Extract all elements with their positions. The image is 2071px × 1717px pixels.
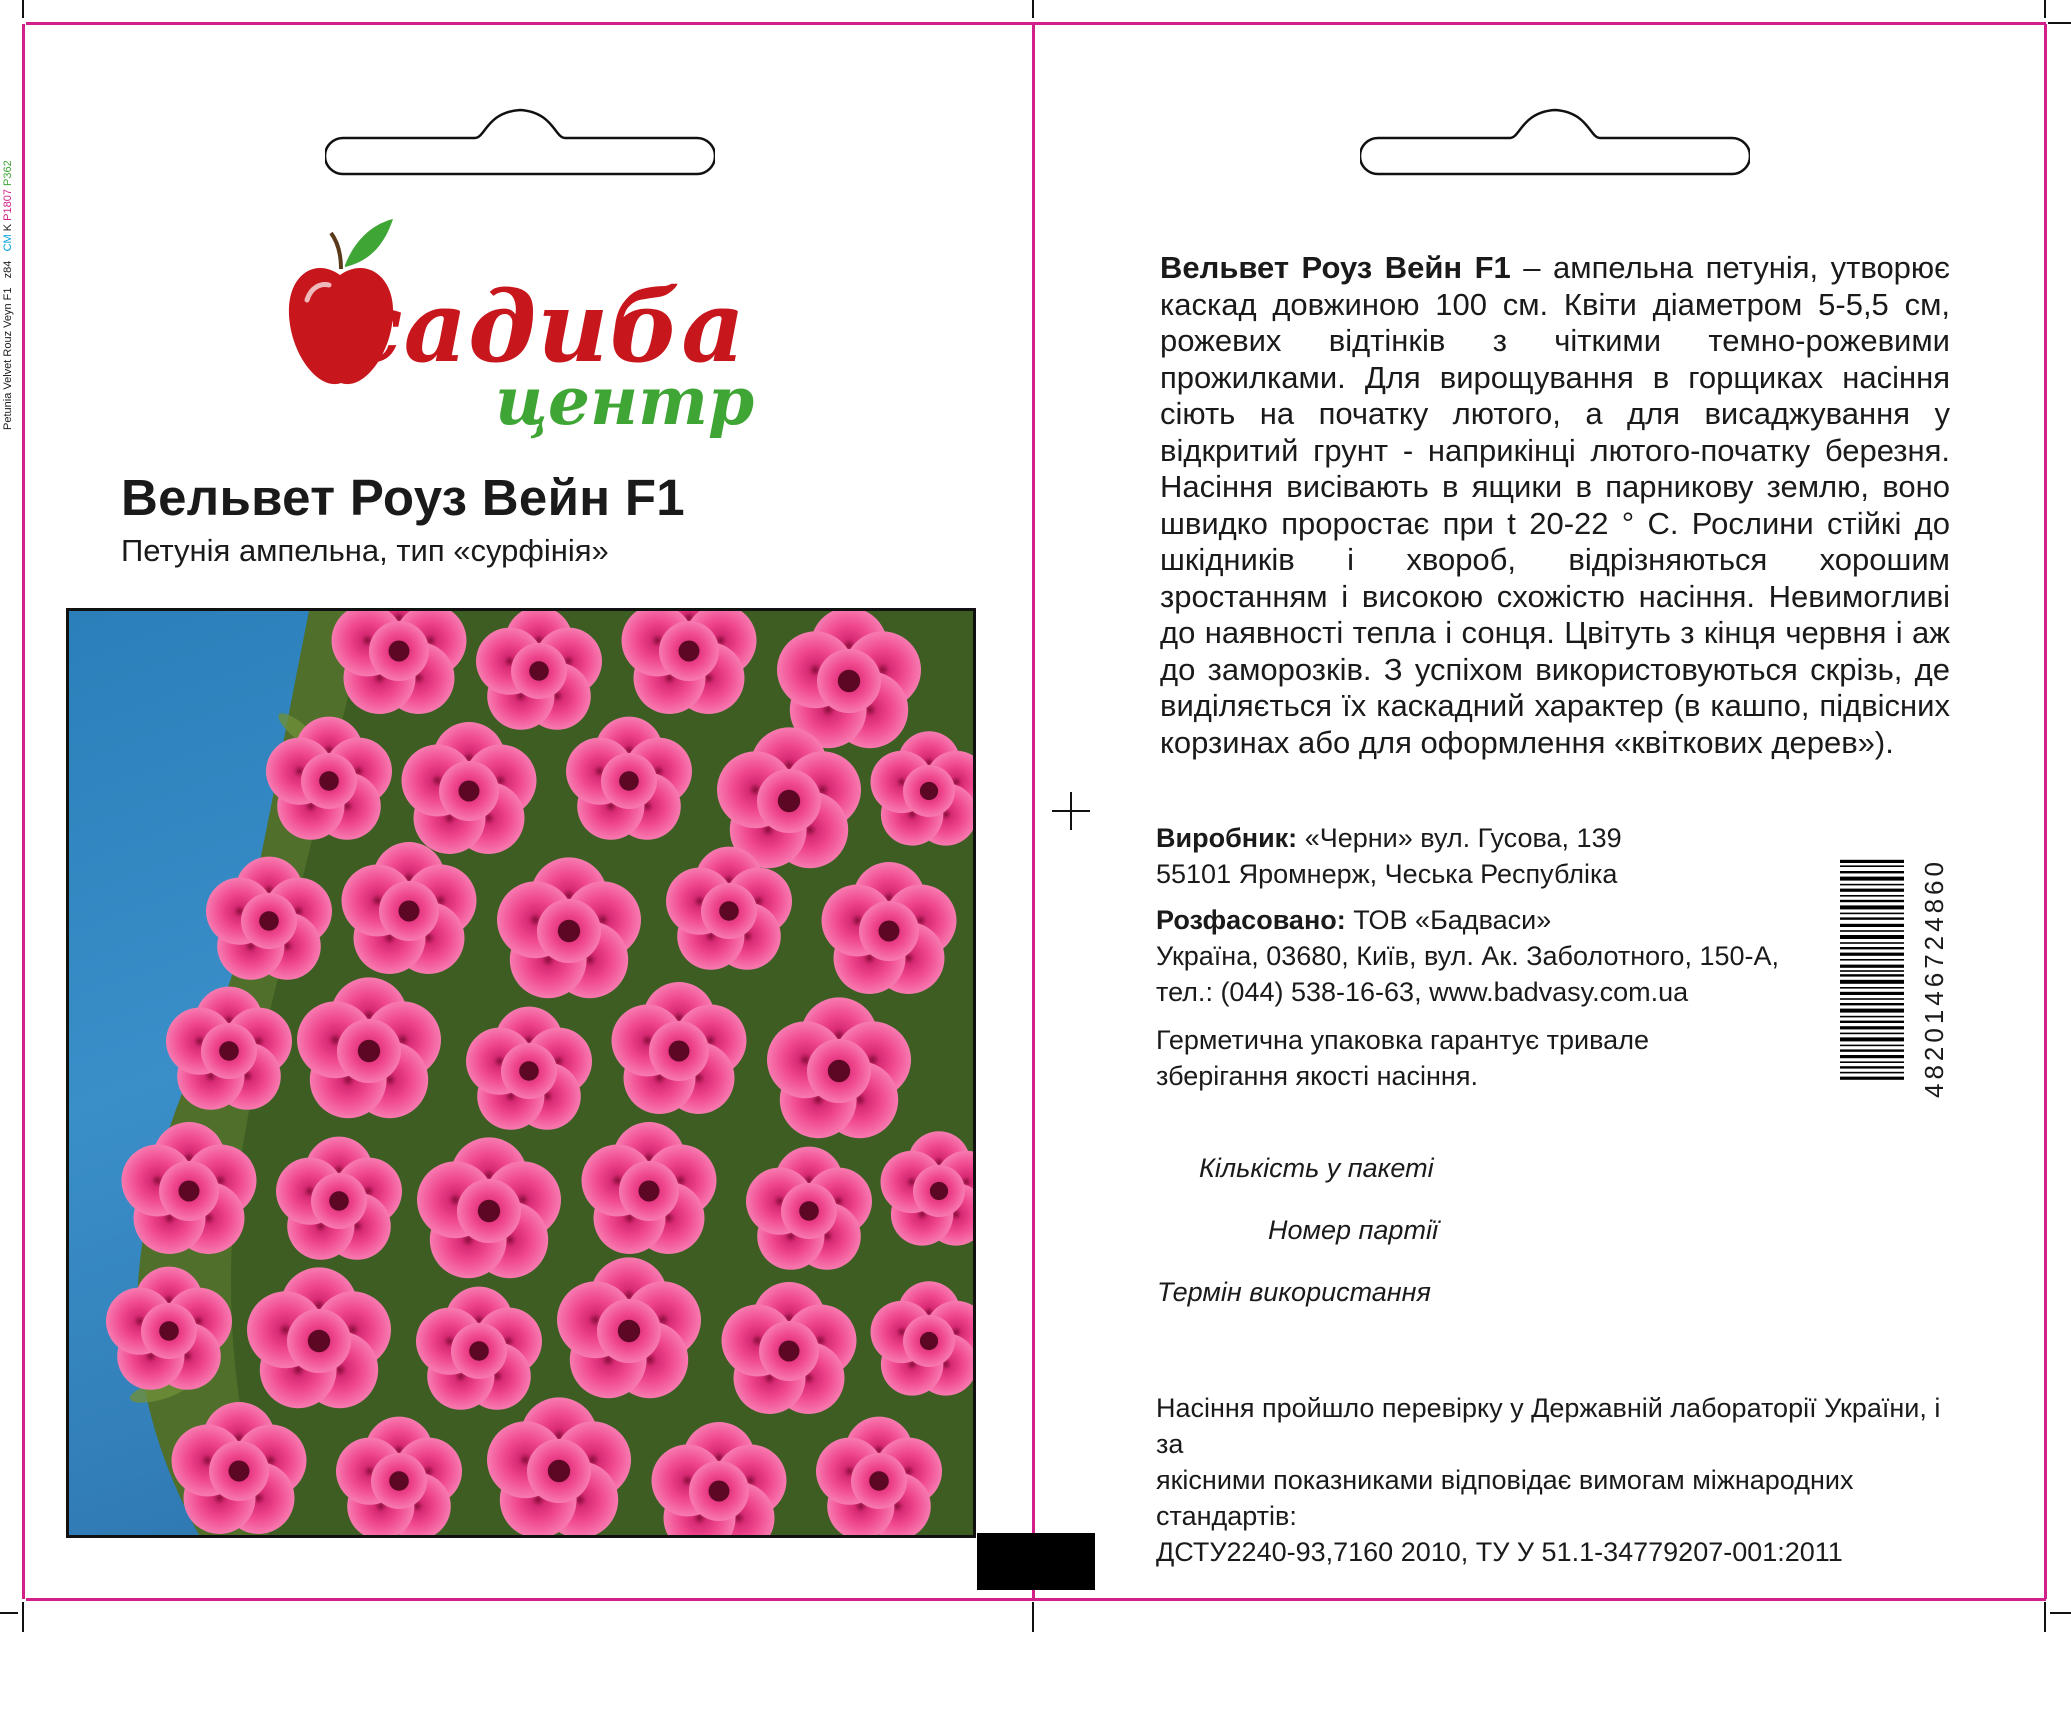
field-batch: Номер партії	[1268, 1215, 1438, 1245]
product-title: Вельвет Роуз Вейн F1	[121, 469, 685, 526]
hang-slot-icon	[325, 100, 715, 180]
producer-value: «Черни» вул. Гусова, 139	[1304, 823, 1622, 853]
side-code-k: K	[2, 223, 14, 232]
side-code-number: z84	[2, 260, 14, 279]
storage-note	[1156, 1022, 1649, 1094]
producer-label: Виробник:	[1156, 823, 1298, 853]
product-photo	[66, 608, 976, 1538]
petunia-photo-illustration	[69, 611, 973, 1535]
crop-mark	[2044, 0, 2046, 18]
crop-mark	[2048, 22, 2071, 24]
producer-line-1	[1156, 820, 1622, 856]
field-quantity: Кількість у пакеті	[1199, 1153, 1434, 1183]
cert-line-2: якісними показниками відповідає вимогам міжнародних стандартів:	[1156, 1465, 1854, 1531]
storage-line-1: Герметична упаковка гарантує тривале	[1156, 1025, 1649, 1055]
storage-line-2: зберігання якості насіння.	[1156, 1061, 1478, 1091]
packed-line-1	[1156, 902, 1779, 938]
barcode-icon	[1840, 832, 1920, 1110]
description	[1160, 250, 1950, 761]
trim-line-right	[2044, 24, 2047, 1599]
packed-block	[1156, 902, 1779, 1010]
crop-mark	[0, 1612, 18, 1614]
crop-mark	[22, 1602, 24, 1632]
barcode-digits: 4820146724860	[1919, 858, 1949, 1098]
producer-block	[1156, 820, 1622, 892]
crop-mark	[1032, 0, 1034, 18]
hang-slot-icon	[1360, 100, 1750, 180]
cert-line-1: Насіння пройшло перевірку у Державній лабораторії України, і за	[1156, 1393, 1941, 1459]
side-code-p362: P362	[2, 160, 14, 186]
crop-mark	[2050, 1612, 2071, 1614]
certification-note	[1156, 1390, 1956, 1570]
brand-subname: центр	[495, 362, 755, 440]
trim-line-left	[22, 24, 25, 1599]
registration-mark	[1070, 792, 1072, 830]
description-text: – ампельна петунія, утворює каскад довжиною 100 см. Квіти діаметром 5-5,5 см, рожевих відтінків з чіткими темно-рожевими прожилками. Для вирощування в горщиках насіння сіють на початку лютого, а для висаджування у відкритий грунт - наприкінці лютого-початку березня. Насіння висівають в ящики в парникову землю, воно швидко проростає при t 20-22 ° С. Рослини стійкі до шкідників і хвороб, відрізняються хорошим зростанням і високою схожістю насіння. Невимогливі до наявності тепла і сонця. Цвітуть з кінця червня і аж до заморозків. З успіхом використовуються скрізь, де виділяється їх каскадний характер (в кашпо, підвісних корзинах або для оформлення «квіткових дерев»).	[1160, 250, 1950, 760]
product-subtitle: Петунія ампельна, тип «сурфінія»	[121, 533, 609, 568]
side-code-name: Petunia Velvet Rouz Veyn F1	[2, 287, 14, 430]
side-code-cm: CM	[2, 234, 14, 252]
side-code	[2, 160, 14, 430]
trim-line-top	[26, 22, 2046, 25]
trim-line-center	[1032, 24, 1035, 1599]
fold-tab	[977, 1533, 1095, 1590]
packed-value: ТОВ «Бадваси»	[1353, 905, 1552, 935]
producer-line-2: 55101 Яромнерж, Чеська Республіка	[1156, 859, 1618, 889]
crop-mark	[22, 0, 24, 18]
packed-line-2: Україна, 03680, Київ, вул. Ак. Заболотного, 150-А,	[1156, 941, 1780, 971]
crop-mark	[2044, 1602, 2046, 1632]
crop-mark	[1032, 1602, 1034, 1632]
packed-line-3: тел.: (044) 538-16-63, www.badvasy.com.ua	[1156, 977, 1689, 1007]
field-expiry: Термін використання	[1157, 1277, 1431, 1307]
trim-line-bottom	[26, 1598, 2046, 1601]
description-lead: Вельвет Роуз Вейн F1	[1160, 250, 1511, 285]
side-code-p1807: P1807	[2, 189, 14, 221]
brand-name: садиба	[343, 270, 746, 385]
packed-label: Розфасовано:	[1156, 905, 1346, 935]
cert-line-3: ДСТУ2240-93,7160 2010, ТУ У 51.1-34779207-001:2011	[1156, 1537, 1843, 1567]
